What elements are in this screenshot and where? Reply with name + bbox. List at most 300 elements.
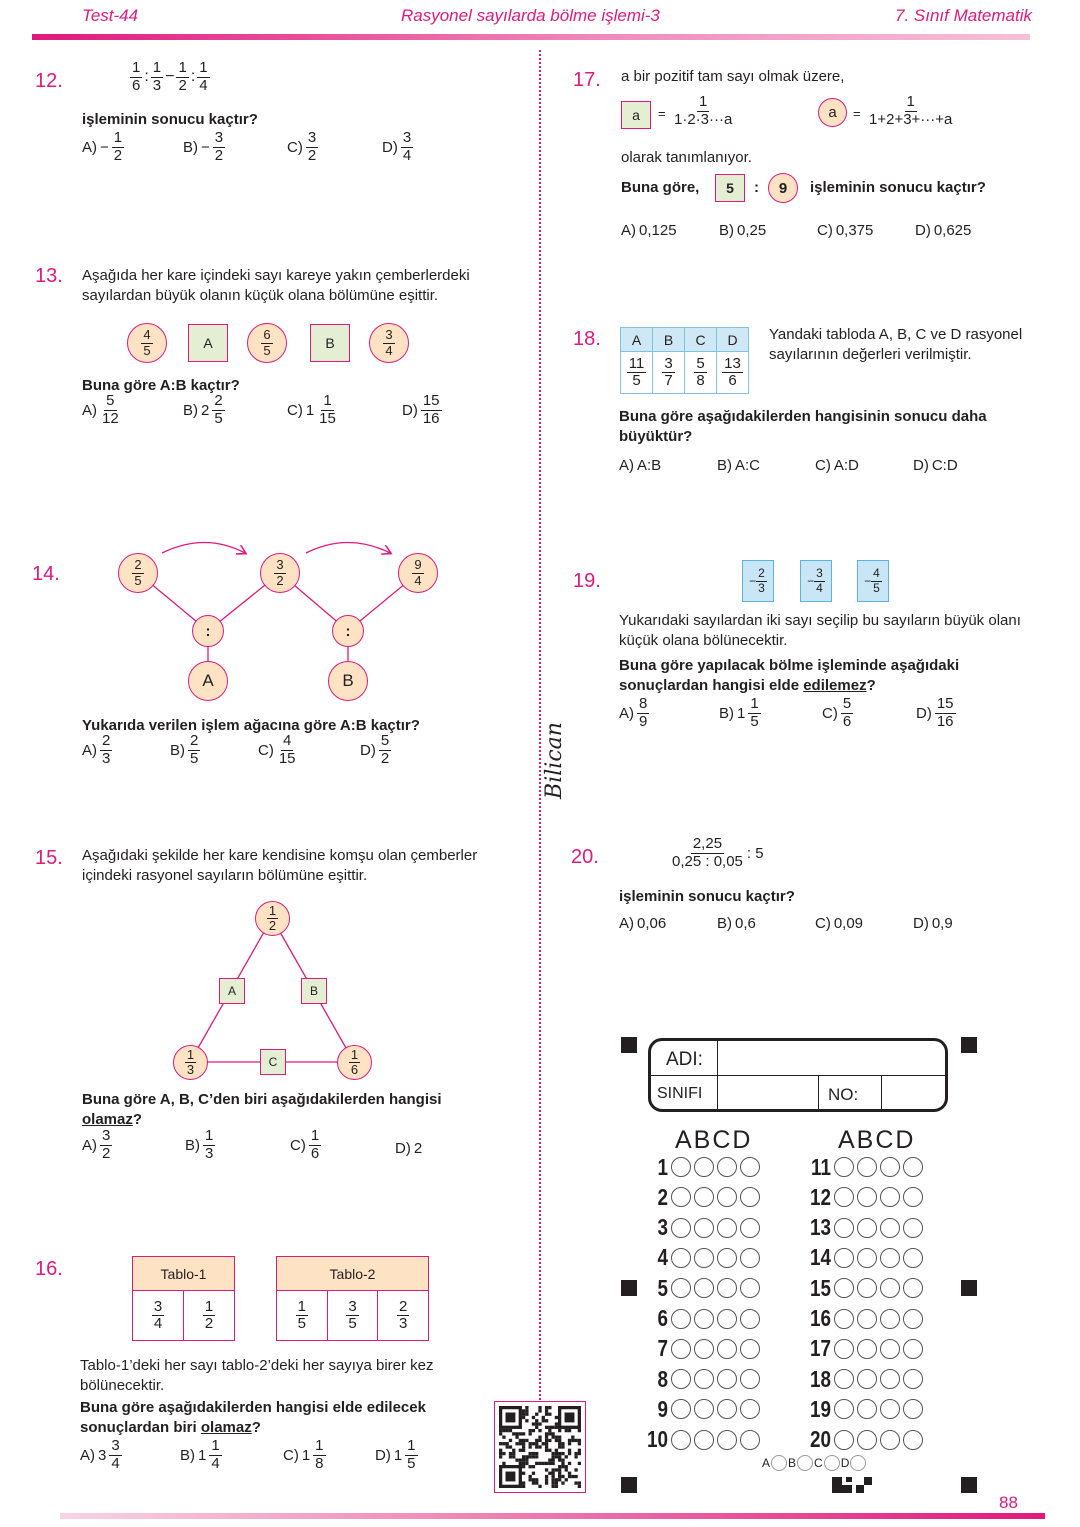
number-field[interactable] [884,1077,946,1112]
option-label: A) [82,401,97,419]
bubble-c[interactable] [880,1309,900,1329]
operator: : [754,179,759,196]
bubble-b[interactable] [857,1339,877,1359]
legend-bubble [797,1455,813,1471]
whole-part: 1 [301,1446,311,1464]
class-field[interactable] [721,1077,817,1112]
denominator: 2 [268,918,277,933]
denominator: 4 [153,1315,163,1332]
numerator: 1 [152,59,162,76]
option-label: A) [82,741,97,759]
answer-row-16 [797,1305,923,1333]
answer-option-c[interactable] [817,222,873,239]
bubble-a[interactable] [834,1218,854,1238]
option-label: B) [185,1136,200,1154]
bubble-legend [762,1455,867,1471]
bubble-d[interactable] [740,1430,760,1450]
bubble-d[interactable] [740,1248,760,1268]
bubble-d[interactable] [740,1187,760,1207]
option-value: 0,25 [737,222,767,239]
table-header: B [653,328,685,352]
number-label: NO: [828,1085,859,1104]
whole-part: 1 [305,401,315,419]
numerator: 3 [664,354,673,372]
fraction [670,836,745,870]
option-label: B) [170,741,185,759]
numerator: 5 [696,354,705,372]
question-text: işleminin sonucu kaçtır? [619,888,795,905]
numerator: 4 [873,566,880,581]
question-text: a bir pozitif tam sayı olmak üzere, [621,68,845,85]
denominator: 0,25 : 0,05 [672,852,743,870]
bubble-b[interactable] [857,1309,877,1329]
answer-option-c[interactable] [822,696,853,730]
question-text [80,1398,480,1438]
answer-option-a[interactable] [80,1438,122,1472]
bubble-d[interactable] [740,1218,760,1238]
numerator: 9 [414,557,422,573]
question-text: Yukarıdaki sayılardan iki sayı seçilip bu sayıların büyük olanı küçük olana bölünecektir. [619,612,1021,649]
bubble-d[interactable] [903,1430,923,1450]
bubble-c[interactable] [717,1309,737,1329]
question-number: 14. [32,563,60,585]
fraction [209,1438,221,1472]
denominator: 9 [639,712,648,730]
bubble-b[interactable] [694,1399,714,1419]
denominator: 1·2·3···a [674,110,733,128]
bubble-c[interactable] [880,1187,900,1207]
denominator: 2 [380,749,390,767]
question-text: işleminin sonucu kaçtır? [810,179,986,196]
whole-part: 1 [198,1446,207,1464]
option-label: C) [287,401,303,419]
question-number: 19. [573,570,601,592]
fraction [346,1299,358,1333]
answer-row-13 [797,1214,923,1242]
bubble-d[interactable] [740,1309,760,1329]
square-five: 5 [715,174,745,202]
question-number: 11 [811,1153,831,1180]
answer-row-5 [634,1274,760,1302]
table-2 [276,1256,429,1341]
answer-row-3 [634,1214,760,1242]
answer-row-9 [634,1395,760,1423]
fraction [935,696,956,730]
table-cell [327,1291,378,1341]
answer-option-c[interactable] [283,1438,326,1472]
numerator: 1 [178,59,187,76]
numerator: 2 [758,566,765,581]
answer-option-c[interactable] [815,457,859,474]
answer-option-a[interactable] [619,457,661,474]
answer-option-d[interactable] [913,457,958,474]
answer-option-a[interactable] [619,696,649,730]
bubble-b[interactable] [694,1218,714,1238]
fraction [203,1128,215,1162]
numerator: 3 [111,1437,120,1454]
numerator: 6 [263,327,271,343]
question-number: 14 [810,1244,831,1271]
minus-sign: − [807,574,815,588]
question-text: Buna göre, [621,179,700,196]
bubble-d[interactable] [903,1399,923,1419]
option-label: C) [287,138,303,156]
bubble-d[interactable] [903,1339,923,1359]
bubble-a[interactable] [671,1157,691,1177]
bubble-a[interactable] [834,1248,854,1268]
answer-option-b[interactable] [717,457,760,474]
bubble-c[interactable] [717,1399,737,1419]
equals: = [658,106,666,121]
bubble-d[interactable] [903,1278,923,1298]
question-text: Yandaki tabloda A, B, C ve D rasyonel sayılarının değerleri verilmiştir. [769,326,1023,363]
numerator: 4 [143,327,151,343]
numerator: 3 [348,1297,357,1315]
fraction [152,1299,164,1333]
bubble-c[interactable] [880,1278,900,1298]
legend-bubble [850,1455,866,1471]
bubble-b[interactable] [857,1369,877,1389]
bubble-a[interactable] [834,1157,854,1177]
bubble-d[interactable] [740,1339,760,1359]
option-label: D) [915,222,931,239]
minus-sign: − [864,574,872,588]
bubble-b[interactable] [857,1218,877,1238]
equals: = [853,106,861,121]
question-number: 17. [573,69,601,91]
legend-bubble [824,1455,840,1471]
table-cell [717,352,749,394]
question-number: 12. [35,70,63,92]
answer-option-b[interactable] [180,1438,222,1472]
option-value: 0,9 [931,915,953,932]
bubble-b[interactable] [694,1309,714,1329]
bubble-a[interactable] [671,1369,691,1389]
number-box [857,560,889,602]
option-label: D) [395,1140,411,1157]
denominator: 5 [632,372,641,389]
bubble-a[interactable] [671,1187,691,1207]
fraction [662,356,674,390]
option-value: 2 [413,1140,423,1157]
question-number: 3 [657,1214,668,1241]
denominator: 5 [297,1315,306,1332]
bubble-a[interactable] [834,1339,854,1359]
answer-option-b[interactable] [185,1128,215,1162]
denominator: 3 [398,1315,408,1332]
answer-option-d[interactable] [395,1140,422,1157]
bubble-c[interactable] [880,1218,900,1238]
answer-row-11 [797,1153,923,1181]
choices-header: ABCD [675,1126,753,1154]
numerator: 2,25 [692,835,723,852]
denominator: 16 [422,409,440,427]
bubble-c[interactable] [717,1218,737,1238]
question-number: 18 [810,1365,831,1392]
numerator: 1 [113,129,123,146]
numerator: 4 [283,732,292,749]
option-label: B) [719,704,734,722]
numerator: 3 [153,1297,163,1315]
question-text: Tablo-1’deki her sayı tablo-2’deki her sayıya birer kez bölünecektir. [80,1357,434,1394]
question-number: 1 [657,1153,668,1180]
denominator: 4 [199,76,208,94]
question-text [619,656,1029,696]
answer-option-a[interactable] [619,915,666,932]
question-main: Buna göre yapılacak bölme işleminde aşağıdaki sonuçlardan hangisi elde [619,657,960,694]
test-number: Test-44 [82,6,139,25]
denominator: 5 [134,572,142,588]
bubble-a[interactable] [834,1430,854,1450]
bubble-a[interactable] [834,1278,854,1298]
question-number: 16. [35,1258,63,1280]
bubble-c[interactable] [717,1187,737,1207]
result-node-b: B [328,661,368,701]
denominator: 2 [102,1144,111,1162]
bubble-b[interactable] [694,1248,714,1268]
fraction [867,94,954,128]
answer-option-c[interactable] [815,915,863,932]
denominator: 2 [204,1315,214,1332]
answer-option-a[interactable] [621,222,677,239]
bubble-a[interactable] [834,1309,854,1329]
bubble-b[interactable] [694,1278,714,1298]
question-text: Yukarıda verilen işlem ağacına göre A:B kaçtır? [82,717,420,734]
question-number: 12 [810,1183,831,1210]
value [871,567,882,594]
bubble-d[interactable] [740,1157,760,1177]
table-header: A [621,328,653,352]
question-number: 20 [810,1426,831,1453]
bubble-a[interactable] [671,1339,691,1359]
bubble-b[interactable] [694,1187,714,1207]
bubble-c[interactable] [880,1339,900,1359]
numerator: 3 [276,557,284,573]
whole-part: 2 [201,401,210,419]
bubble-d[interactable] [903,1369,923,1389]
bubble-c[interactable] [717,1430,737,1450]
bubble-d[interactable] [740,1369,760,1389]
qr-code-pattern [499,1406,581,1488]
option-label: D) [375,1446,391,1464]
answer-option-d[interactable] [913,915,953,932]
bubble-b[interactable] [694,1430,714,1450]
option-value: 0,625 [933,222,972,239]
bubble-c[interactable] [880,1430,900,1450]
numerator: 8 [639,695,648,712]
definition-circle [867,94,954,128]
numerator: 5 [106,392,115,409]
whole-part: 1 [737,704,746,722]
denominator: 6 [728,372,737,389]
option-label: A) [82,138,97,156]
fraction [748,696,760,730]
operator: : [144,68,149,85]
numerator: 1 [199,59,208,76]
denominator: 2 [214,146,224,164]
question-text: Aşağıda her kare içindeki sayı kareye yakın çemberlerdeki sayılardan büyük olanın küçük olana bölümüne eşittir. [82,267,470,304]
table-cell [621,352,653,394]
bubble-c[interactable] [880,1369,900,1389]
table-header: D [717,328,749,352]
bubble-a[interactable] [671,1278,691,1298]
bubble-d[interactable] [740,1399,760,1419]
minus-sign: − [749,574,757,588]
option-label: D) [382,138,398,156]
option-label: C) [290,1136,306,1154]
bubble-a[interactable] [671,1399,691,1419]
bubble-c[interactable] [880,1399,900,1419]
fraction [313,1438,325,1472]
bubble-b[interactable] [694,1339,714,1359]
option-label: A) [621,222,636,239]
bubble-b[interactable] [857,1187,877,1207]
fraction [672,94,734,128]
denominator: 6 [132,76,141,94]
bubble-b[interactable] [857,1248,877,1268]
fraction [109,1438,121,1472]
bubble-d[interactable] [903,1157,923,1177]
name-box [648,1038,948,1112]
option-label: B) [717,457,732,474]
expression [670,836,766,870]
table-1 [132,1256,235,1341]
bubble-c[interactable] [717,1248,737,1268]
bubble-a[interactable] [671,1218,691,1238]
number-box [742,560,774,602]
option-value: A:D [833,457,859,474]
emphasis: olamaz [82,1111,133,1128]
numerator: 13 [724,354,741,372]
bubble-d[interactable] [740,1278,760,1298]
question-text: Buna göre A:B kaçtır? [82,377,240,394]
numerator: 3 [102,1127,111,1144]
denominator: 5 [873,580,880,595]
question-text: işleminin sonucu kaçtır? [82,111,258,128]
question-text: olarak tanımlanıyor. [621,149,752,166]
numerator: 15 [936,695,954,712]
name-label: ADI: [666,1049,703,1070]
option-label: C) [817,222,833,239]
bubble-d[interactable] [903,1187,923,1207]
bubble-b[interactable] [857,1430,877,1450]
answer-option-b[interactable] [717,915,756,932]
answer-option-c[interactable] [290,1128,321,1162]
fraction [405,1438,417,1472]
numerator: 1 [310,1127,320,1144]
registration-mark [621,1477,637,1493]
option-label: B) [183,138,198,156]
denominator: 5 [190,749,199,767]
qr-code[interactable] [494,1401,586,1493]
bubble-d[interactable] [903,1218,923,1238]
option-label: B) [717,915,732,932]
bubble-c[interactable] [717,1339,737,1359]
bubble-a[interactable] [671,1309,691,1329]
numerator: 1 [750,695,759,712]
value [756,567,767,594]
bubble-a[interactable] [834,1399,854,1419]
answer-row-6 [634,1305,760,1333]
bubble-d[interactable] [903,1248,923,1268]
bubble-c[interactable] [880,1157,900,1177]
name-field[interactable] [721,1041,947,1075]
result-node-a: A [188,661,228,701]
registration-mark [961,1477,977,1493]
question-text [82,1090,502,1130]
answer-row-4 [634,1244,760,1272]
numerator: 15 [422,392,440,409]
bubble-a[interactable] [671,1430,691,1450]
bubble-b[interactable] [857,1278,877,1298]
answer-option-b[interactable] [719,222,766,239]
choices-header: ABCD [838,1126,916,1154]
option-label: A) [80,1446,95,1464]
denominator: 6 [842,712,852,730]
numerator: 3 [307,129,317,146]
answer-row-12 [797,1183,923,1211]
legend-label: B [788,1456,797,1470]
answer-row-14 [797,1244,923,1272]
question-number: 15. [35,847,63,869]
numerator: 5 [380,732,390,749]
table-cell [183,1291,234,1341]
answer-row-8 [634,1365,760,1393]
bubble-a[interactable] [834,1369,854,1389]
fraction [627,356,647,390]
answer-option-d[interactable] [916,696,956,730]
option-label: D) [913,457,929,474]
bubble-b[interactable] [857,1399,877,1419]
answer-option-d[interactable] [375,1438,418,1472]
fraction [841,696,853,730]
question-number: 19 [810,1395,831,1422]
operator: − [165,68,175,85]
page-number: 88 [999,1493,1018,1512]
bubble-a[interactable] [834,1187,854,1207]
option-label: C) [258,741,274,759]
fraction [309,1128,321,1162]
bubble-b[interactable] [694,1369,714,1389]
bubble-b[interactable] [694,1157,714,1177]
bubble-c[interactable] [717,1278,737,1298]
answer-option-b[interactable] [719,696,761,730]
bubble-c[interactable] [717,1157,737,1177]
numerator: 1 [204,1297,214,1315]
bubble-d[interactable] [903,1309,923,1329]
answer-option-d[interactable] [915,222,971,239]
denominator: 2 [113,146,123,164]
denominator: 5 [214,409,223,427]
fraction [814,567,825,594]
number-box [800,560,832,602]
bubble-a[interactable] [671,1248,691,1268]
fraction [397,1299,409,1333]
fraction [296,1299,308,1333]
numerator: 2 [398,1297,408,1315]
answer-row-2 [634,1183,760,1211]
answer-row-18 [797,1365,923,1393]
question-main: Buna göre aşağıdakilerden hangisi elde edilecek sonuçlardan biri [80,1399,426,1436]
answer-option-a[interactable] [82,1128,112,1162]
numerator: 2 [102,732,111,749]
test-title: Rasyonel sayılarda bölme işlemi-3 [401,6,660,25]
bubble-b[interactable] [857,1157,877,1177]
bubble-c[interactable] [717,1369,737,1389]
question-number: 9 [657,1395,668,1422]
bubble-c[interactable] [880,1248,900,1268]
footer-divider [60,1513,1045,1519]
